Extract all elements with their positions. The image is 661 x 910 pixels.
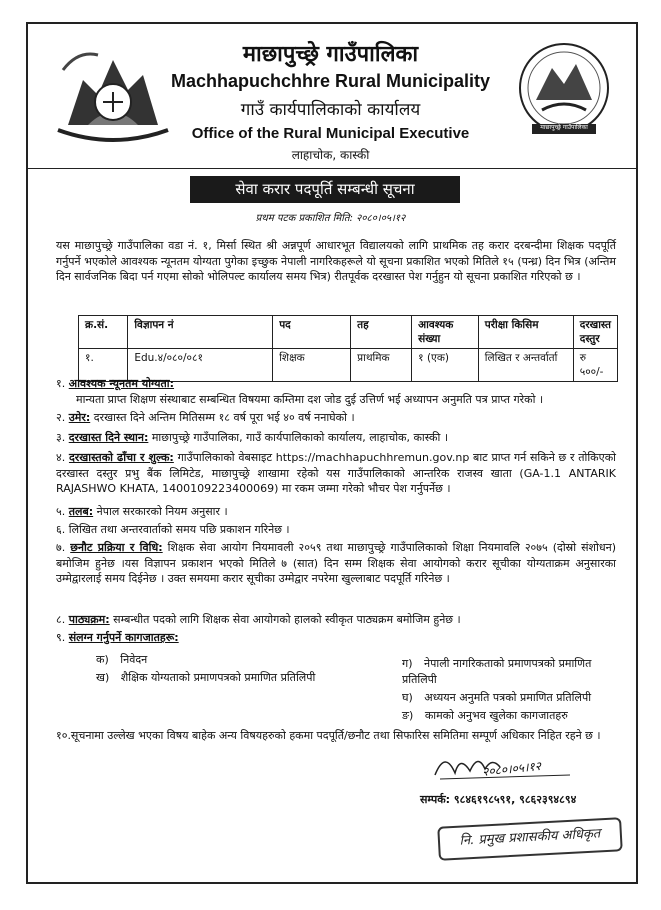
attachment-text: नेपाली नागरिकताको प्रमाणपत्रको प्रमाणित प्रतिलिपी	[402, 657, 592, 686]
list-item-syllabus	[56, 612, 616, 628]
cell-level: प्राथमिक	[351, 349, 412, 382]
item-text: शिक्षक सेवा आयोग नियमावली २०५९ तथा माछापुच्छ्रे गाउँपालिकाको शिक्षा नियमावलि २०७५ (दोस्रो संशोधन) बमोजिम हुनेछ ।यस विज्ञापन प्रकाशन भएको मितिले ७ (सात) दिन सम्म शिक्षक सेवा आयोगको करार सूचीका योग्यताक्रम अनुसारका उम्मेद्वारलाई समय दिईनेछ । उक्त समयमा करार सूचीका उम्मेद्वार नपरेमा खुल्लाबाट पदपूर्ति गरिनेछ ।	[56, 541, 616, 585]
office-name-english: Office of the Rural Municipal Executive	[191, 125, 470, 142]
office-location: लाहाचोक, कास्की	[291, 148, 370, 162]
list-item-qualification	[56, 376, 616, 407]
col-header-quantity: आवश्यक संख्या	[412, 316, 479, 349]
cell-exam-type: लिखित र अन्तर्वार्ता	[478, 349, 573, 382]
item-label: दरखास्तको ढाँचा र शुल्क:	[68, 451, 174, 464]
attachment-text: शैक्षिक योग्यताको प्रमाणपत्रको प्रमाणित प्रतिलिपी	[120, 671, 316, 684]
item-number: ६.	[56, 523, 66, 536]
list-item-location	[56, 430, 616, 446]
attachment-item	[96, 652, 326, 668]
attachment-item	[402, 690, 612, 706]
attachment-mark: ङ)	[402, 709, 414, 722]
header-divider	[26, 168, 638, 169]
attachment-mark: घ)	[402, 691, 413, 704]
attachment-mark: ख)	[96, 671, 110, 684]
list-item-selection	[56, 540, 616, 587]
item-number: २.	[56, 411, 66, 424]
notice-title-banner: सेवा करार पदपूर्ति सम्बन्धी सूचना	[190, 176, 460, 203]
signature-date: २०८०।०५।१२	[481, 758, 542, 780]
attachment-text: निवेदन	[120, 653, 148, 666]
contact-line	[420, 792, 576, 807]
list-item-age	[56, 410, 616, 426]
item-number: ७.	[56, 541, 66, 554]
list-item-attachments	[56, 630, 616, 646]
item-number: ४.	[56, 451, 66, 464]
logo-caption: माछापुच्छ्रे गाउँपालिका	[540, 124, 588, 131]
cell-fee: रु ५००/-	[573, 349, 617, 382]
col-header-exam-type: परीक्षा किसिम	[478, 316, 573, 349]
contact-label: सम्पर्क:	[420, 793, 451, 806]
list-item-authority: १०.सूचनामा उल्लेख भएका विषय बाहेक अन्य विषयहरुको हकमा पदपूर्ति/छनौट तथा सिफारिस समितिमा सम्पूर्ण अधिकार निहित रहने छ ।	[56, 729, 601, 742]
item-label: दरखास्त दिने स्थान:	[68, 431, 149, 444]
item-text: सम्बन्धीत पदको लागि शिक्षक सेवा आयोगको हालको स्वीकृत पाठ्यक्रम बमोजिम हुनेछ ।	[113, 613, 461, 626]
contact-numbers: ९८४६१९८५९१, ९८६२३९४८९४	[453, 793, 577, 806]
municipality-name-nepali: माछापुच्छ्रे गाउँपालिका	[242, 42, 419, 67]
published-date: प्रथम पटक प्रकाशित मिति: २०८०।०५।१२	[255, 213, 406, 224]
cell-sn: १.	[79, 349, 128, 382]
col-header-sn: क्र.सं.	[79, 316, 128, 349]
item-text: नेपाल सरकारको नियम अनुसार ।	[96, 505, 228, 518]
cell-post: शिक्षक	[273, 349, 351, 382]
list-item-salary	[56, 504, 616, 520]
attachment-item	[402, 708, 612, 724]
item-text: मान्यता प्राप्त शिक्षण संस्थाबाट सम्बन्धित विषयमा कम्तिमा दश जोड दुई उत्तिर्ण भई अध्यापन अनुमति पत्र प्राप्त गरेको ।	[76, 392, 544, 406]
item-label: आवश्यक न्यूनतम योग्यता:	[68, 377, 175, 390]
intro-paragraph: यस माछापुच्छ्रे गाउँपालिका वडा नं. १, मिर्सा स्थित श्री अन्नपूर्ण आधारभूत विद्यालयको लागि प्राथमिक तह करार दरबन्दीमा शिक्षक पदपूर्ति गर्नुपर्ने भएकोले आवश्यक न्यूनतम योग्यता पुगेका इच्छुक नेपाली नागरिकहरूले यो सूचना प्रकाशित भएको मितिले १५ (पन्ध्र) दिन भित्र (अन्तिम दिन सार्वजनिक बिदा पर्न गएमा सोको भोलिपल्ट कार्यालय समय भित्र) रीतपूर्वक दरखास्त पेश गर्नुहुन यो सूचना प्रकाशित गरिएको छ ।	[56, 239, 616, 283]
col-header-fee: दरखास्त दस्तुर	[573, 316, 617, 349]
official-stamp: नि. प्रमुख प्रशासकीय अधिकृत	[437, 817, 623, 861]
attachment-text: कामको अनुभव खुलेका कागजातहरु	[424, 709, 568, 722]
item-label: तलब:	[68, 505, 94, 518]
item-text: दरखास्त दिने अन्तिम मितिसम्म १८ वर्ष पूरा भई ४० वर्ष ननाघेको ।	[93, 411, 355, 424]
item-label: पाठ्यक्रम:	[68, 613, 110, 626]
list-item-schedule	[56, 522, 616, 538]
office-name-nepali: गाउँ कार्यपालिकाको कार्यालय	[240, 100, 421, 120]
item-number: १.	[56, 377, 66, 390]
table-header-row	[79, 316, 618, 349]
item-label: उमेर:	[68, 411, 91, 424]
item-label: संलग्न गर्नुपर्ने कागजातहरू:	[68, 631, 179, 644]
attachment-mark: ग)	[402, 657, 413, 670]
item-text: गाउँपालिकाको वेबसाइट https://machhapuchhremun.gov.np बाट प्राप्त गर्न सकिने छ र तोकिएको दरखास्त दस्तुर प्रभु बैंक लिमिटेड, माछापुच्छ्रे शाखामा रहेको यस गाउँपालिकाको आन्तरिक राजस्व खाता (GA-1.1 ANTARIK RAJASHWO KHATA, 1400109223400069) मा रकम जम्मा गरेको भौचर पेश गर्नुपर्नेछ ।	[56, 451, 616, 495]
vacancy-table	[78, 315, 618, 382]
attachment-text: अध्ययन अनुमति पत्रको प्रमाणित प्रतिलिपी	[424, 691, 592, 704]
item-number: ३.	[56, 431, 66, 444]
item-text: माछापुच्छ्रे गाउँपालिका, गाउँ कार्यपालिकाको कार्यालय, लाहाचोक, कास्की ।	[151, 431, 449, 444]
cell-quantity: १ (एक)	[412, 349, 479, 382]
item-number: ९.	[56, 631, 66, 644]
col-header-level: तह	[351, 316, 412, 349]
item-text: लिखित तथा अन्तरवार्ताको समय पछि प्रकाशन गरिनेछ ।	[68, 523, 290, 536]
attachment-mark: क)	[96, 653, 109, 666]
attachment-item	[96, 670, 326, 686]
item-number: ८.	[56, 613, 66, 626]
col-header-ad-no: विज्ञापन नं	[128, 316, 273, 349]
item-number: ५.	[56, 505, 66, 518]
item-label: छनौट प्रक्रिया र विधि:	[70, 541, 163, 554]
attachment-item	[402, 656, 612, 687]
list-item-format-fee	[56, 450, 616, 497]
col-header-post: पद	[273, 316, 351, 349]
municipality-name-english: Machhapuchchhre Rural Municipality	[170, 71, 491, 91]
cell-ad-no: Edu.४/०८०/०८१	[128, 349, 273, 382]
